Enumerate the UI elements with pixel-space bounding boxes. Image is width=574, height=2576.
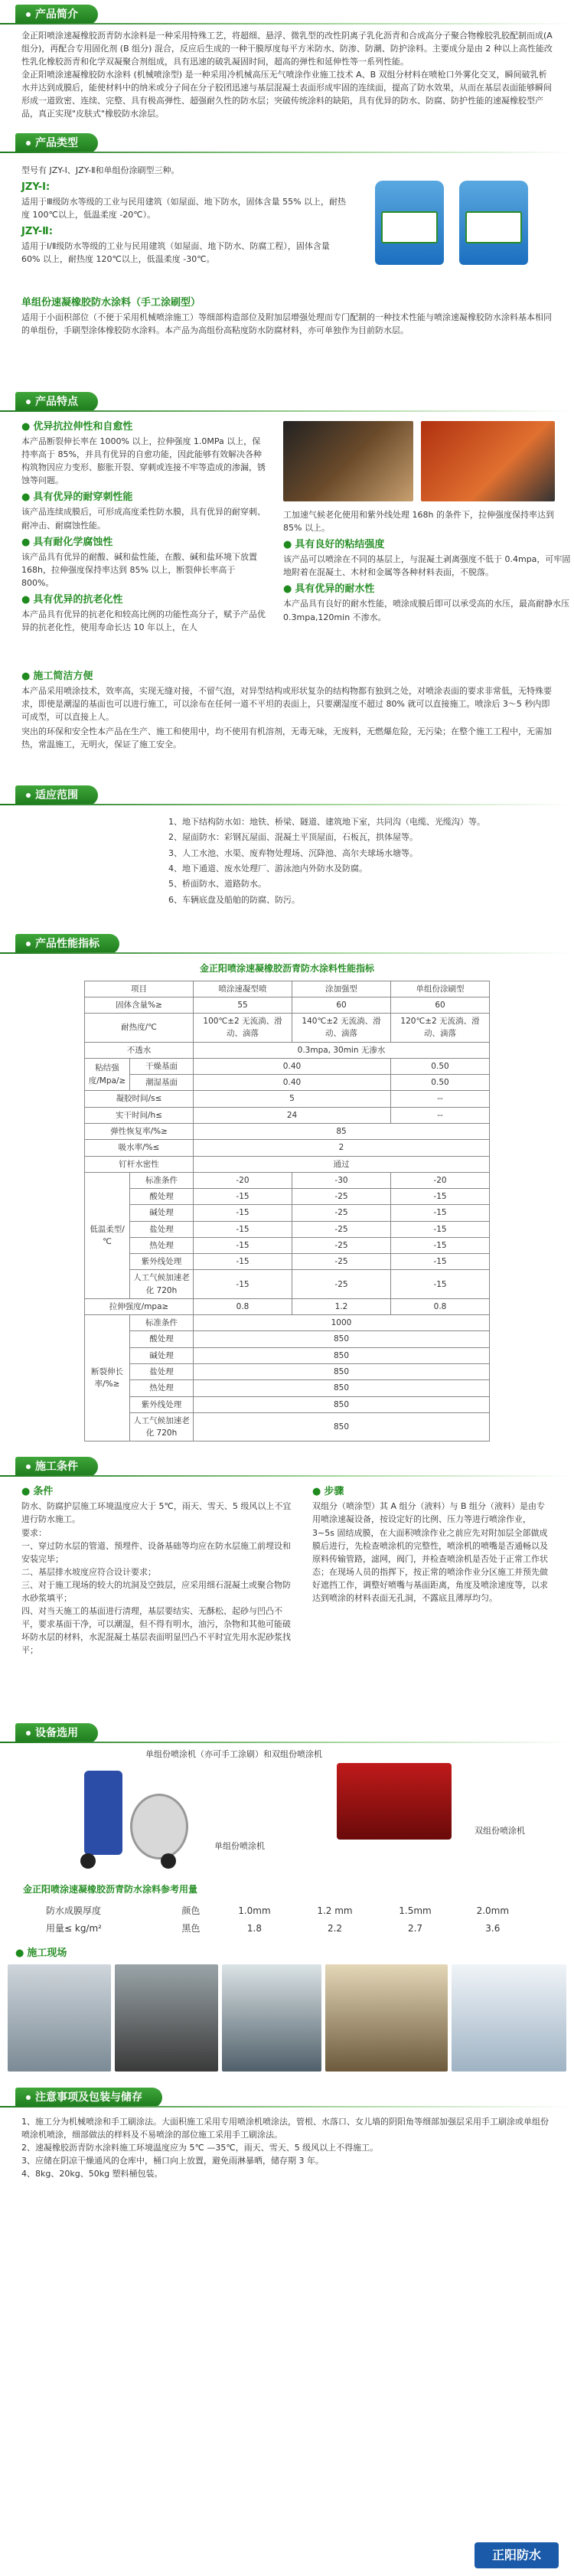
feature-text: 工加速气候老化使用和紫外线处理 168h 的条件下，拉伸强度保持率达到 85% 以上。	[283, 510, 554, 534]
table-cell: --	[391, 1107, 490, 1123]
bullet-icon: ●	[21, 593, 31, 606]
cond-line: 防水、防腐护层施工环境温度应大于 5℃，雨天、雪天、5 级风以上不宜进行防水施工。	[21, 1501, 292, 1525]
table-row	[85, 1347, 490, 1363]
feature-title: 具有良好的粘结强度	[295, 539, 385, 551]
section-title: 适应范围	[35, 789, 78, 802]
section-title: 产品特点	[35, 396, 78, 408]
table-cell: 紫外线处理	[130, 1396, 194, 1412]
feature-text: 本产品具有良好的耐水性能，喷涂成膜后即可以承受高的水压，最高耐静水压 0.3mpa,120min 不渗水。	[283, 599, 569, 622]
table-cell: 热处理	[130, 1237, 194, 1253]
table-cell: 不透水	[85, 1042, 194, 1058]
table-cell: 人工气候加速老化 720h	[130, 1412, 194, 1441]
table-cell: 2.0mm	[454, 1902, 531, 1920]
bucket-image	[459, 181, 528, 265]
table-cell: 850	[194, 1331, 490, 1347]
brand-logo: 正阳防水	[475, 2542, 559, 2568]
table-row	[85, 1075, 490, 1091]
site-photo	[8, 1964, 111, 2072]
table-cell: 3.6	[454, 1920, 531, 1938]
site-header	[15, 1946, 574, 1961]
table-row	[85, 1140, 490, 1156]
section-notes-header	[0, 2083, 574, 2112]
table-cell: 潮湿基面	[130, 1075, 194, 1091]
table-header: 涂加强型	[292, 981, 391, 997]
table-row	[85, 1107, 490, 1123]
list-item: 5、桥面防水、道路防水。	[168, 879, 266, 890]
table-cell: 1.2	[292, 1298, 391, 1314]
table-row	[85, 1331, 490, 1347]
product-buckets-image	[360, 165, 551, 273]
table-row	[85, 1270, 490, 1299]
table-cell: -25	[292, 1189, 391, 1205]
table-cell: 85	[194, 1123, 490, 1139]
table-cell: 5	[194, 1091, 391, 1107]
table-cell: 850	[194, 1412, 490, 1441]
table-row	[85, 1042, 490, 1058]
section-types-header	[0, 129, 574, 158]
table-cell: 2.7	[377, 1920, 454, 1938]
single-sprayer-image	[69, 1763, 199, 1870]
list-item: 3、人工水池、水渠、废弃物处理场、沉降池、高尔夫球场水塘等。	[168, 847, 418, 858]
table-cell: 黑色	[166, 1920, 216, 1938]
site-photo	[115, 1964, 218, 2072]
table-row	[85, 1315, 490, 1331]
table-cell: -15	[194, 1254, 292, 1270]
table-cell: 850	[194, 1396, 490, 1412]
table-row	[85, 1014, 490, 1043]
table-row	[85, 1254, 490, 1270]
divider	[0, 410, 574, 412]
section-title: 产品类型	[35, 137, 78, 149]
cond-line: 四、对当天施工的基面进行清理，基层要结实、无酥松、起砂与凹凸不平，要求基面干净，可以潮湿，但不得有明水，油污，杂物和其他可能破坏防水层的材料，水泥混凝土基层表面明显凹凸不平时宜先用水泥砂浆找平；	[21, 1605, 291, 1655]
table-cell: --	[391, 1091, 490, 1107]
section-perf-header	[0, 929, 574, 958]
equipment-caption: 单组份喷涂机（亦可手工涂刷）和双组份喷涂机	[145, 1749, 322, 1760]
table-cell: 用量≤ kg/m²	[43, 1920, 166, 1938]
type-3-text: 适用于小面积部位（不便于采用机械喷涂施工）等细部构造部位及附加层增强处理而专门配制的一种技术性能与喷涂速凝橡胶防水涂料基本相同的单组份，手刷型涂体橡胶防水涂料。本产品为高组份高粘度防水防腐材料，亦可单独作为目前防水层。	[21, 312, 552, 336]
feature-text: 该产品具有优异的耐酸、碱和盐性能，在酸、碱和盐环境下放置 168h，拉伸强度保持率达到 85% 以上，断裂伸长率高于 800%。	[21, 551, 257, 588]
bullet-icon	[26, 793, 31, 798]
table-cell: 碱处理	[130, 1205, 194, 1221]
table-cell: 拉伸强度/mpa≥	[85, 1298, 194, 1314]
construct-block	[0, 1481, 574, 1719]
table-cell: 0.40	[194, 1075, 391, 1091]
table-cell: 0.40	[194, 1058, 391, 1074]
table-cell: 盐处理	[130, 1221, 194, 1237]
bullet-icon	[26, 12, 31, 17]
feature-text: 本产品具有优异的抗老化和较高比例的功能性高分子，赋予产品优异的抗老化性，使用寿命长达 10 年以上，在人	[21, 609, 266, 633]
step-text: 双组分（喷涂型）其 A 组分（液料）与 B 组分（液料）是由专用喷涂速凝设备，按设定好的比例、压力等进行喷涂作业，3~5s 固结成膜，在大面积喷涂作业之前应先对附加层全部做成膜后进行，先检查喷涂机的完整性，喷涂机的喷嘴是否通畅以及原料传输管路，滤网，阀门，并检查喷涂机是否处于正常工作状态；在现场人员的指挥下，按正常的喷涂作业分区施工并预先做好遮挡工作，调整好喷嘴与基面距离，角度及喷涂速度等，以求达到喷涂的材料表面无孔洞，不露底且薄厚均匀。	[312, 1501, 548, 1603]
divider	[0, 2106, 574, 2107]
table-row	[85, 1380, 490, 1396]
table-cell: 850	[194, 1347, 490, 1363]
dosage-title: 金正阳喷涂速凝橡胶沥青防水涂料参考用量	[23, 1884, 198, 1895]
bullet-icon: ●	[21, 1486, 31, 1498]
table-cell: -15	[194, 1237, 292, 1253]
table-cell: 热处理	[130, 1380, 194, 1396]
divider	[0, 1475, 574, 1477]
stretch-demo-photo	[283, 421, 413, 501]
table-cell: 干燥基面	[130, 1058, 194, 1074]
table-cell: 0.50	[391, 1058, 490, 1074]
table-cell: 人工气候加速老化 720h	[130, 1270, 194, 1299]
bucket-image	[375, 181, 444, 265]
intro-text: 金正阳喷涂速凝橡胶沥青防水涂料是一种采用特殊工艺，将超细、悬浮、微乳型的改性阴离子乳化沥青和合成高分子聚合物橡胶乳胶配制而成(A 组分)，再配合专用固化剂 (B 组分) 混合，反应后生成的一种干膜厚度每平方米防水、防渗、防潮、防护涂料。主要成分是由 2 种以上高性能改性乳化橡胶沥青和化学双凝聚合剂组成，具有迅速的破乳凝固时间，超高的弹性和延伸性等一系列性能。 金正阳喷涂速凝橡胶防水涂料 (机械喷涂型) 是一种采用冷机械高压无气喷涂作业施工技术 A、B 双组分材料在喷枪口外雾化交叉，瞬间破乳析水并达到成膜后，能使材料中的纳米或分子间在分子胶团迅速与基层混凝土表面形成牢固的连续面，提高了防水效果，从而在基层表面能够瞬间形成一道致密、连续、完整、具有极高弹性、超强耐久性的防水层；突破传统涂料的缺陷，具有优异的防水、防腐、防护性能的速凝橡胶型产品，真正实现"皮肤式"橡胶防水涂层。	[21, 31, 553, 119]
table-row	[85, 1412, 490, 1441]
bullet-icon: ●	[21, 536, 31, 548]
feature-text: 该产品可以喷涂在不同的基层上，与混凝土剥离强度不低于 0.4mpa，可牢固地附着在混凝土、木材和金属等各种材料表面，不脱落。	[283, 554, 571, 578]
bullet-icon: ●	[15, 1948, 24, 1960]
step-title: 步骤	[324, 1486, 344, 1498]
table-row	[85, 1091, 490, 1107]
equipment-block	[0, 1748, 574, 1878]
bullet-icon	[26, 1464, 31, 1469]
table-cell: 60	[391, 997, 490, 1013]
section-title: 产品性能指标	[35, 938, 99, 950]
table-row	[85, 1123, 490, 1139]
list-item: 4、8kg、20kg、50kg 塑料桶包装。	[21, 2169, 163, 2179]
heat-test-photo	[421, 421, 555, 501]
types-block	[0, 158, 574, 387]
table-cell: -25	[292, 1237, 391, 1253]
feature-title: 具有优异的耐水性	[295, 583, 375, 596]
feature-title: 具有优异的抗老化性	[33, 593, 123, 606]
table-row	[85, 1396, 490, 1412]
table-header-row	[43, 1902, 532, 1920]
table-header: 防水成膜厚度	[43, 1902, 166, 1920]
table-cell: 55	[194, 997, 292, 1013]
type-1-name: JZY-Ⅰ:	[21, 181, 51, 194]
feature-title: 具有优异的耐穿刺性能	[33, 491, 133, 504]
table-cell: -20	[194, 1172, 292, 1188]
bullet-icon: ●	[312, 1486, 321, 1498]
cond-line: 一、穿过防水层的管道、预埋件、设备基础等均应在防水层施工前埋设和安装完毕；	[21, 1540, 291, 1564]
table-cell: 1.8	[216, 1920, 293, 1938]
type-1-text: 适用于Ⅲ级防水等级的工业与民用建筑（如屋面、地下防水，固体含量 55% 以上，耐热度 100℃以上，低温柔度 -20℃）。	[21, 197, 347, 220]
equipment-caption: 双组份喷涂机	[475, 1826, 525, 1837]
table-cell: 850	[194, 1363, 490, 1379]
cond-line: 三、对于施工现场的较大的坑洞及空鼓层，应采用细石混凝土或聚合物防水砂浆填平；	[21, 1579, 291, 1603]
table-cell: 60	[292, 997, 391, 1013]
bullet-icon: ●	[283, 539, 292, 551]
cond-title: 条件	[33, 1486, 54, 1498]
section-features-header	[0, 387, 574, 416]
cond-line: 二、基层排水坡度应符合设计要求；	[21, 1566, 156, 1577]
perf-table-title: 金正阳喷涂速凝橡胶沥青防水涂料性能指标	[199, 963, 374, 974]
table-cell: -30	[292, 1172, 391, 1188]
bullet-icon: ●	[21, 491, 31, 504]
list-item: 3、应储在阴凉干燥通风的仓库中，桶口向上放置，避免雨淋暴晒，储存期 3 年。	[21, 2156, 324, 2166]
table-cell: 850	[194, 1380, 490, 1396]
table-cell: 1.0mm	[216, 1902, 293, 1920]
table-row	[85, 1156, 490, 1172]
section-intro-header	[0, 0, 574, 29]
table-cell: 标准条件	[130, 1315, 194, 1331]
table-row	[85, 1221, 490, 1237]
feature-text: 该产品连续成膜后，可形成高度柔性防水膜，具有优异的耐穿刺、耐冲击、耐腐蚀性能。	[21, 507, 266, 531]
table-cell: 弹性恢复率/%≥	[85, 1123, 194, 1139]
table-cell: 耐热度/℃	[85, 1014, 194, 1043]
list-item: 4、地下通道、废水处理厂、游泳池内外防水及防腐。	[168, 864, 367, 874]
section-equipment-header	[0, 1719, 574, 1748]
table-row	[85, 1205, 490, 1221]
type-3-name: 单组份速凝橡胶防水涂料（手工涂刷型）	[21, 297, 201, 309]
type-2-name: JZY-Ⅱ:	[21, 226, 53, 238]
feature-text: 突出的环保和安全性本产品在生产、施工和使用中，均不使用有机溶剂，无毒无味，无废料，无燃爆危险，无污染；在整个施工工程中，无需加热，常温施工，无明火，保证了施工安全。	[21, 726, 552, 750]
table-cell: 2	[194, 1140, 490, 1156]
table-cell: 120℃±2 无流淌、滑动、滴落	[391, 1014, 490, 1043]
type-2-text: 适用于Ⅰ/Ⅱ级防水等级的工业与民用建筑（如屋面、地下防水、防腐工程），固体含量 60% 以上，耐热度 120℃以上，低温柔度 -30℃。	[21, 241, 330, 265]
scope-block	[0, 810, 574, 925]
table-cell: -15	[391, 1270, 490, 1299]
table-cell: -15	[194, 1270, 292, 1299]
table-cell: 酸处理	[130, 1189, 194, 1205]
table-cell: -15	[194, 1189, 292, 1205]
cond-line: 要求：	[21, 1527, 47, 1538]
table-cell: 盐处理	[130, 1363, 194, 1379]
table-cell: -15	[391, 1254, 490, 1270]
table-cell: 通过	[194, 1156, 490, 1172]
types-lead: 型号有 JZY-Ⅰ、JZY-Ⅱ和单组份涂刷型三种。	[21, 165, 180, 175]
table-cell: 24	[194, 1107, 391, 1123]
features-block	[0, 416, 574, 776]
table-cell: 100℃±2 无流淌、滑动、滴落	[194, 1014, 292, 1043]
table-cell: -25	[292, 1221, 391, 1237]
table-cell: -25	[292, 1205, 391, 1221]
section-title: 施工条件	[35, 1461, 78, 1474]
dosage-table	[42, 1902, 532, 1938]
table-cell: -15	[194, 1205, 292, 1221]
performance-table	[84, 981, 490, 1442]
table-row	[43, 1920, 532, 1938]
section-construct-header	[0, 1452, 574, 1481]
table-header: 单组份涂刷型	[391, 981, 490, 997]
site-photo	[325, 1964, 448, 2072]
table-cell: 1.2 mm	[293, 1902, 377, 1920]
table-cell: 1000	[194, 1315, 490, 1331]
table-cell: -15	[194, 1221, 292, 1237]
table-cell: 粘结强度/Mpa/≥	[85, 1058, 130, 1091]
table-cell: -15	[391, 1221, 490, 1237]
bullet-icon	[26, 1731, 31, 1735]
table-cell: 酸处理	[130, 1331, 194, 1347]
list-item: 1、地下结构防水如：地铁、桥梁、隧道、建筑地下室，共同沟（电缆、光缆沟）等。	[168, 817, 485, 827]
divider	[0, 952, 574, 954]
divider	[0, 1742, 574, 1743]
table-cell: 0.8	[194, 1298, 292, 1314]
equipment-caption: 单组份喷涂机	[214, 1841, 265, 1852]
table-cell: -20	[391, 1172, 490, 1188]
table-row	[85, 1237, 490, 1253]
bullet-icon	[26, 400, 31, 404]
table-cell: -15	[391, 1237, 490, 1253]
table-cell: 紫外线处理	[130, 1254, 194, 1270]
section-title: 产品简介	[35, 8, 78, 21]
bullet-icon: ●	[283, 583, 292, 596]
table-header-row	[85, 981, 490, 997]
table-cell: 吸水率/%≤	[85, 1140, 194, 1156]
bullet-icon: ●	[21, 421, 31, 433]
table-cell: 1.5mm	[377, 1902, 454, 1920]
table-cell: 凝胶时间/s≤	[85, 1091, 194, 1107]
feature-title: 具有耐化学腐蚀性	[33, 536, 113, 548]
list-item: 6、车辆底盘及船舶的防腐、防污。	[168, 894, 300, 905]
list-item: 1、施工分为机械喷涂和手工刷涂法。大面积施工采用专用喷涂机喷涂法，管根、水落口、女儿墙的阴阳角等细部加强层采用手工刷涂或单组份喷涂机喷涂，细部做法的样料及不易喷涂的部位施工采用手工刷涂法。	[21, 2117, 549, 2140]
table-row	[85, 1058, 490, 1074]
table-cell: 2.2	[293, 1920, 377, 1938]
feature-title: 施工简洁方便	[33, 671, 93, 682]
divider	[0, 152, 574, 153]
bullet-icon: ●	[21, 671, 31, 682]
feature-text: 本产品采用喷涂技术，效率高，实现无缝对接，不留气泡，对异型结构或形状复杂的结构物都有独到之处，对喷涂表面的要求非常低，无特殊要求，即使是潮湿的基面也可以进行施工，可以涂布在任何一道不平坦的表面上，只要潮湿度不超过 80% 就可以直接施工。喷涂后 3～5 秒内即可成型，可以直接上人。	[21, 686, 552, 723]
section-title: 注意事项及包装与储存	[35, 2091, 142, 2104]
section-title: 施工现场	[27, 1948, 67, 1960]
table-cell: 0.50	[391, 1075, 490, 1091]
table-cell: 低温柔型/℃	[85, 1172, 130, 1298]
bullet-icon	[26, 942, 31, 946]
table-cell: 钉杆水密性	[85, 1156, 194, 1172]
table-header: 喷涂速凝型喷	[194, 981, 292, 997]
table-header: 项目	[85, 981, 194, 997]
bullet-icon	[26, 141, 31, 145]
section-title: 设备选用	[35, 1727, 78, 1740]
table-row	[85, 1172, 490, 1188]
table-cell: 固体含量%≥	[85, 997, 194, 1013]
list-item: 2、速凝橡胶沥青防水涂料施工环境温度应为 5℃ —35℃，雨天、雪天、5 级风以上不得施工。	[21, 2143, 379, 2153]
section-scope-header	[0, 781, 574, 810]
notes-list	[0, 2112, 574, 2180]
site-photos	[0, 1964, 574, 2075]
table-header: 颜色	[166, 1902, 216, 1920]
divider	[0, 804, 574, 805]
scope-list	[168, 815, 551, 908]
dual-sprayer-image	[337, 1763, 452, 1840]
table-cell: 实干时间/h≤	[85, 1107, 194, 1123]
table-cell: 断裂伸长率/%≥	[85, 1315, 130, 1441]
table-row	[85, 1298, 490, 1314]
table-cell: -15	[391, 1205, 490, 1221]
feature-title: 优异抗拉伸性和自愈性	[33, 421, 133, 433]
table-cell: 碱处理	[130, 1347, 194, 1363]
table-cell: 140℃±2 无流淌、滑动、滴落	[292, 1014, 391, 1043]
site-photo	[222, 1964, 321, 2072]
table-cell: 0.8	[391, 1298, 490, 1314]
table-row	[85, 1363, 490, 1379]
table-row	[85, 997, 490, 1013]
bullet-icon	[26, 2095, 31, 2100]
divider	[0, 23, 574, 24]
table-row	[85, 1189, 490, 1205]
table-cell: -15	[391, 1189, 490, 1205]
list-item: 2、屋面防水：彩钢瓦屋面、混凝土平顶屋面，石板瓦，拱体屋等。	[168, 832, 418, 843]
feature-text: 本产品断裂伸长率在 1000% 以上，拉伸强度 1.0MPa 以上，保持率高于 85%，并具有优异的自愈功能，因此能够有效解决各种构筑物因应力变形、膨胀开裂、穿刺或连接不牢等造成的渗漏，锈蚀等问题。	[21, 436, 266, 486]
table-cell: 0.3mpa, 30min 无渗水	[194, 1042, 490, 1058]
site-photo	[452, 1964, 566, 2072]
table-cell: -25	[292, 1254, 391, 1270]
table-cell: -25	[292, 1270, 391, 1299]
table-cell: 标准条件	[130, 1172, 194, 1188]
